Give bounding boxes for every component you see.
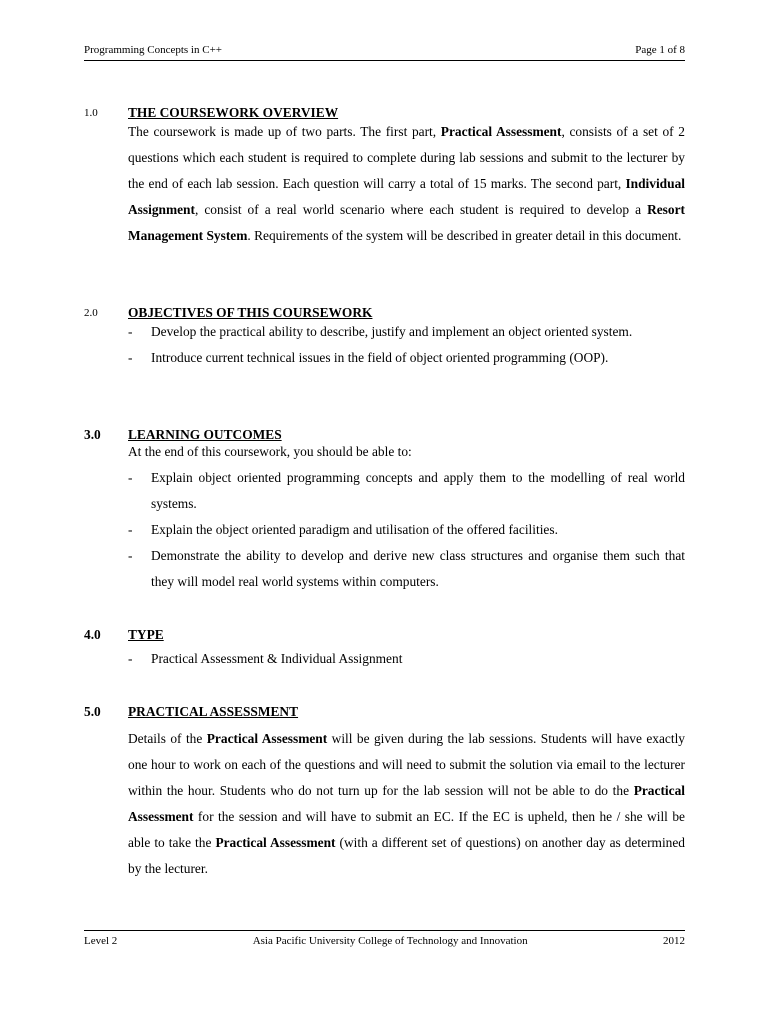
section-title: OBJECTIVES OF THIS COURSEWORK: [128, 305, 373, 320]
list-item: - Introduce current technical issues in the field of object oriented programming (OOP).: [128, 350, 609, 365]
section-number: 2.0: [84, 307, 98, 319]
section-type: [84, 626, 685, 672]
list-item: - Develop the practical ability to describe, justify and implement an object oriented system.: [128, 324, 633, 339]
section-learning-outcomes: [84, 426, 685, 595]
section-number: 1.0: [84, 107, 98, 119]
section-title: PRACTICAL ASSESSMENT: [128, 704, 299, 719]
section-title: THE COURSEWORK OVERVIEW: [128, 105, 339, 120]
section-intro: At the end of this coursework, you should be able to:: [128, 444, 412, 459]
section-practical-assessment: [84, 703, 685, 882]
bold-term: Practical Assessment: [128, 783, 685, 824]
header-course-title: Programming Concepts in C++: [84, 44, 222, 56]
list-item: - Explain the object oriented paradigm and utilisation of the offered facilities.: [128, 522, 558, 537]
footer-level: Level 2: [84, 935, 118, 947]
page-footer: [84, 930, 685, 947]
bold-term: Practical Assessment: [215, 835, 336, 850]
bold-term: Practical Assessment: [440, 124, 562, 139]
bold-term: Individual Assignment: [128, 176, 685, 217]
section-title: TYPE: [128, 627, 164, 642]
header-page-number: Page 1 of 8: [635, 44, 685, 56]
page-header: [84, 44, 685, 61]
list-item: - Demonstrate the ability to develop and derive new class structures and organise them such that they will model real world systems within computers.: [128, 548, 685, 589]
section-body: Details of the Practical Assessment will be given during the lab sessions. Students will have exactly one hour to work on each of the questions and will need to submit the solution via email to the lecturer within the hour. Students who do not turn up for the lab session will not be able to do the Practical Assessment for the session and will have to submit an EC. If the EC is upheld, then he / she will be able to take the Practical Assessment (with a different set of questions) on another day as determined by the lecturer.: [128, 731, 686, 876]
footer-institution: Asia Pacific University College of Technology and Innovation: [252, 935, 528, 947]
section-number: 3.0: [84, 427, 101, 442]
bold-term: Resort Management System: [128, 202, 685, 243]
section-title: LEARNING OUTCOMES: [128, 427, 282, 442]
section-number: 4.0: [84, 627, 101, 642]
bold-term: Practical Assessment: [206, 731, 328, 746]
footer-year: 2012: [663, 935, 685, 947]
list-item: - Practical Assessment & Individual Assignment: [128, 651, 403, 666]
section-body: The coursework is made up of two parts. The first part, Practical Assessment, consists of a set of 2 questions which each student is required to complete during lab sessions and submit to the lecturer by the end of each lab session. Each question will carry a total of 15 marks. The second part, Individual Assignment, consist of a real world scenario where each student is required to develop a Resort Management System. Requirements of the system will be described in greater detail in this document.: [128, 124, 685, 243]
section-coursework-overview: [84, 104, 685, 249]
list-item: - Explain object oriented programming concepts and apply them to the modelling of real world systems.: [128, 470, 685, 511]
section-number: 5.0: [84, 704, 101, 719]
section-objectives: [84, 304, 685, 371]
